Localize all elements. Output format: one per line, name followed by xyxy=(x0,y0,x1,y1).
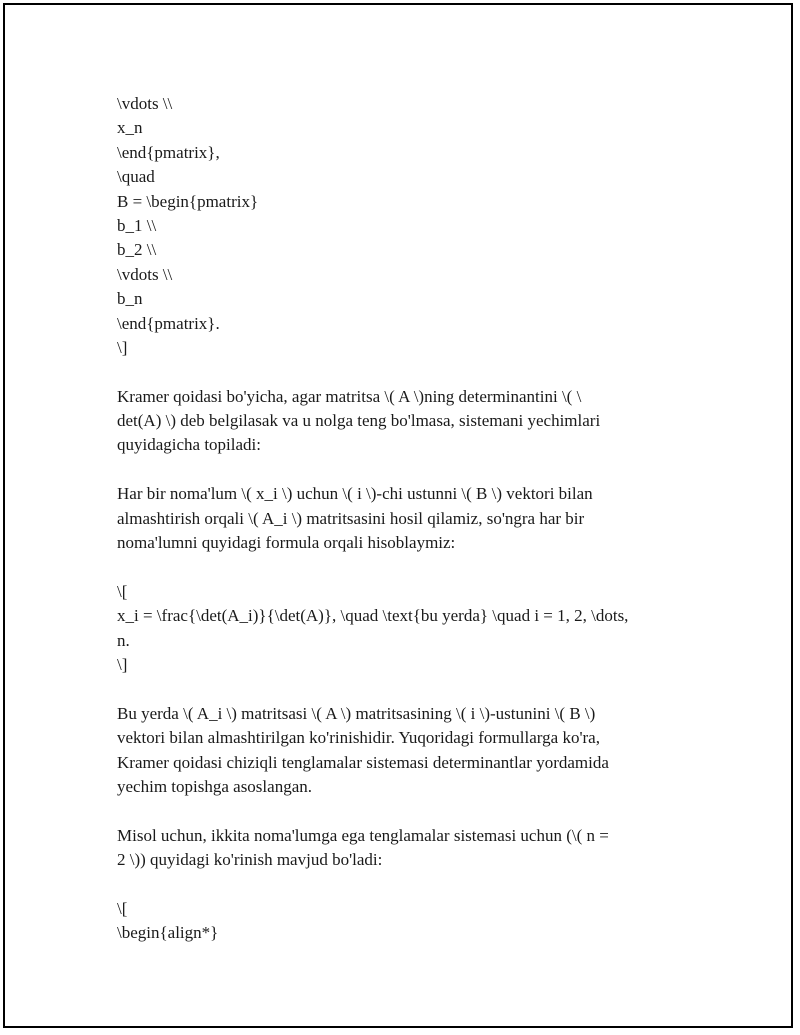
paragraph-gap xyxy=(117,360,677,384)
paragraph-example-intro xyxy=(117,824,677,873)
text-line: Kramer qoidasi chiziqli tenglamalar sistemasi determinantlar yordamida xyxy=(117,752,609,772)
paragraph-gap xyxy=(117,677,677,701)
paragraph-gap xyxy=(117,555,677,579)
document-body xyxy=(117,92,677,946)
paragraph-formula-explanation xyxy=(117,702,677,800)
text-line: \] xyxy=(117,654,128,674)
text-line: b_1 \\ xyxy=(117,215,157,235)
paragraph-cramer-intro xyxy=(117,385,677,458)
text-line: x_n xyxy=(117,118,143,138)
text-line: \end{pmatrix}. xyxy=(117,313,220,333)
text-line: b_2 \\ xyxy=(117,240,157,260)
text-line: b_n xyxy=(117,289,143,309)
text-line: det(A) \) deb belgilasak va u nolga teng bo'lmasa, sistemani yechimlari xyxy=(117,411,601,431)
paragraph-gap xyxy=(117,799,677,823)
text-line: \vdots \\ xyxy=(117,264,173,284)
text-line: \vdots \\ xyxy=(117,94,173,113)
latex-matrix-block xyxy=(117,92,677,360)
text-line: Misol uchun, ikkita noma'lumga ega tenglamalar sistemasi uchun (\( n = xyxy=(117,825,609,845)
paragraph-gap xyxy=(117,873,677,897)
text-line: quyidagicha topiladi: xyxy=(117,435,261,455)
text-line: noma'lumni quyidagi formula orqali hisoblaymiz: xyxy=(117,533,456,553)
latex-cramer-formula xyxy=(117,580,677,678)
text-line: yechim topishga asoslangan. xyxy=(117,776,312,796)
text-line: \begin{align*} xyxy=(117,923,219,943)
text-line: Har bir noma'lum \( x_i \) uchun \( i \)-chi ustunni \( B \) vektori bilan xyxy=(117,484,593,504)
text-line: \[ xyxy=(117,898,128,918)
text-line: x_i = \frac{\det(A_i)}{\det(A)}, \quad \text{bu yerda} \quad i = 1, 2, \dots, xyxy=(117,606,629,626)
paragraph-replacement xyxy=(117,482,677,555)
text-line: 2 \)) quyidagi ko'rinish mavjud bo'ladi: xyxy=(117,850,383,870)
latex-align-start xyxy=(117,897,677,946)
text-line: Kramer qoidasi bo'yicha, agar matritsa \( A \)ning determinantini \( \ xyxy=(117,386,582,406)
text-line: \] xyxy=(117,337,128,357)
text-line: B = \begin{pmatrix} xyxy=(117,191,259,211)
text-line: n. xyxy=(117,630,130,650)
text-line: \quad xyxy=(117,167,155,187)
text-line: \[ xyxy=(117,581,128,601)
text-line: almashtirish orqali \( A_i \) matritsasini hosil qilamiz, so'ngra har bir xyxy=(117,508,585,528)
text-line: Bu yerda \( A_i \) matritsasi \( A \) matritsasining \( i \)-ustunini \( B \) xyxy=(117,703,596,723)
text-line: \end{pmatrix}, xyxy=(117,142,220,162)
paragraph-gap xyxy=(117,458,677,482)
text-line: vektori bilan almashtirilgan ko'rinishidir. Yuqoridagi formullarga ko'ra, xyxy=(117,728,600,748)
